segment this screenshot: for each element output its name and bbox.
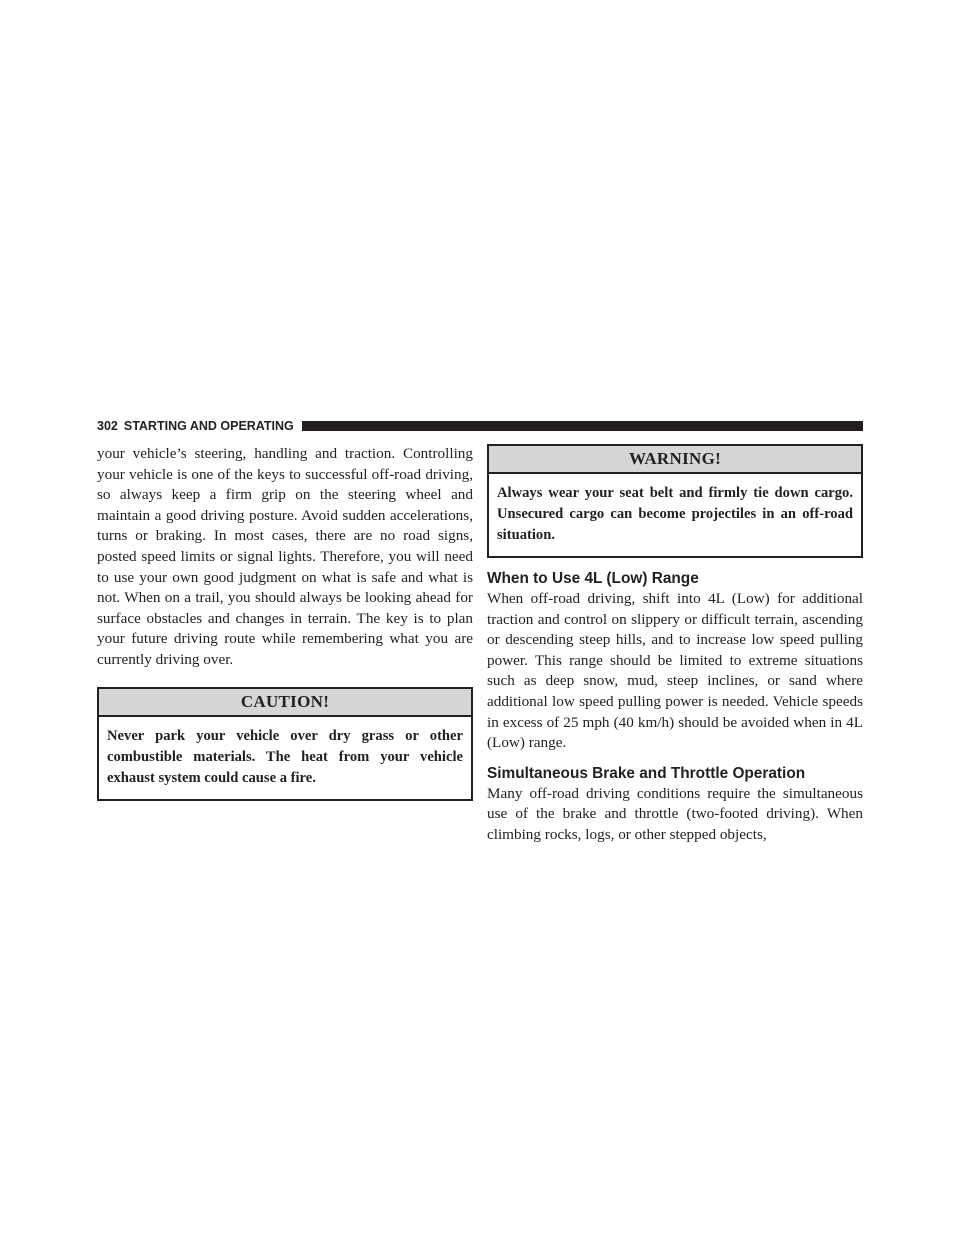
section-heading-4l-range: When to Use 4L (Low) Range bbox=[487, 570, 699, 587]
header-rule-bar bbox=[302, 421, 863, 431]
page-number: 302 bbox=[97, 419, 118, 433]
section-heading-brake-throttle: Simultaneous Brake and Throttle Operation bbox=[487, 764, 806, 782]
section-text-brake-throttle: Many off-road driving conditions require the simultaneous use of the brake and throttle (two-footed driving). When climbing rocks, logs, or other stepped objects, bbox=[487, 784, 863, 843]
right-column bbox=[487, 444, 863, 846]
section-text-4l-range: When off-road driving, shift into 4L (Low) for additional traction and control on slippery or difficult terrain, ascending or descending steep hills, and to increase low speed pulling power. This range should be limited to extreme situations such as deep snow, mud, steep inclines, or sand where additional low speed pulling power is needed. Vehicle speeds in excess of 25 mph (40 km/h) should be avoided when in 4L (Low) range. bbox=[487, 590, 863, 752]
warning-box bbox=[487, 444, 863, 558]
warning-text: Always wear your seat belt and firmly tie down cargo. Unsecured cargo can become projectiles in an off-road situation. bbox=[497, 485, 853, 543]
caution-title: CAUTION! bbox=[99, 689, 471, 717]
page-header bbox=[97, 419, 863, 433]
section-title: STARTING AND OPERATING bbox=[123, 419, 294, 433]
caution-text: Never park your vehicle over dry grass or other combustible materials. The heat from your vehicle exhaust system could cause a fire. bbox=[107, 727, 463, 786]
caution-box bbox=[97, 687, 473, 801]
left-column bbox=[97, 444, 473, 801]
intro-paragraph: your vehicle’s steering, handling and traction. Controlling your vehicle is one of the keys to successful off-road driving, so always keep a firm grip on the steering wheel and maintain a good driving posture. Avoid sudden accelerations, turns or braking. In most cases, there are no road signs, posted speed limits or signal lights. Therefore, you will need to use your own good judgment on what is safe and what is not. When on a trail, you should always be looking ahead for surface obstacles and changes in terrain. The key is to plan your future driving route while remembering what you are currently driving over. bbox=[97, 445, 473, 668]
warning-title: WARNING! bbox=[489, 446, 861, 474]
